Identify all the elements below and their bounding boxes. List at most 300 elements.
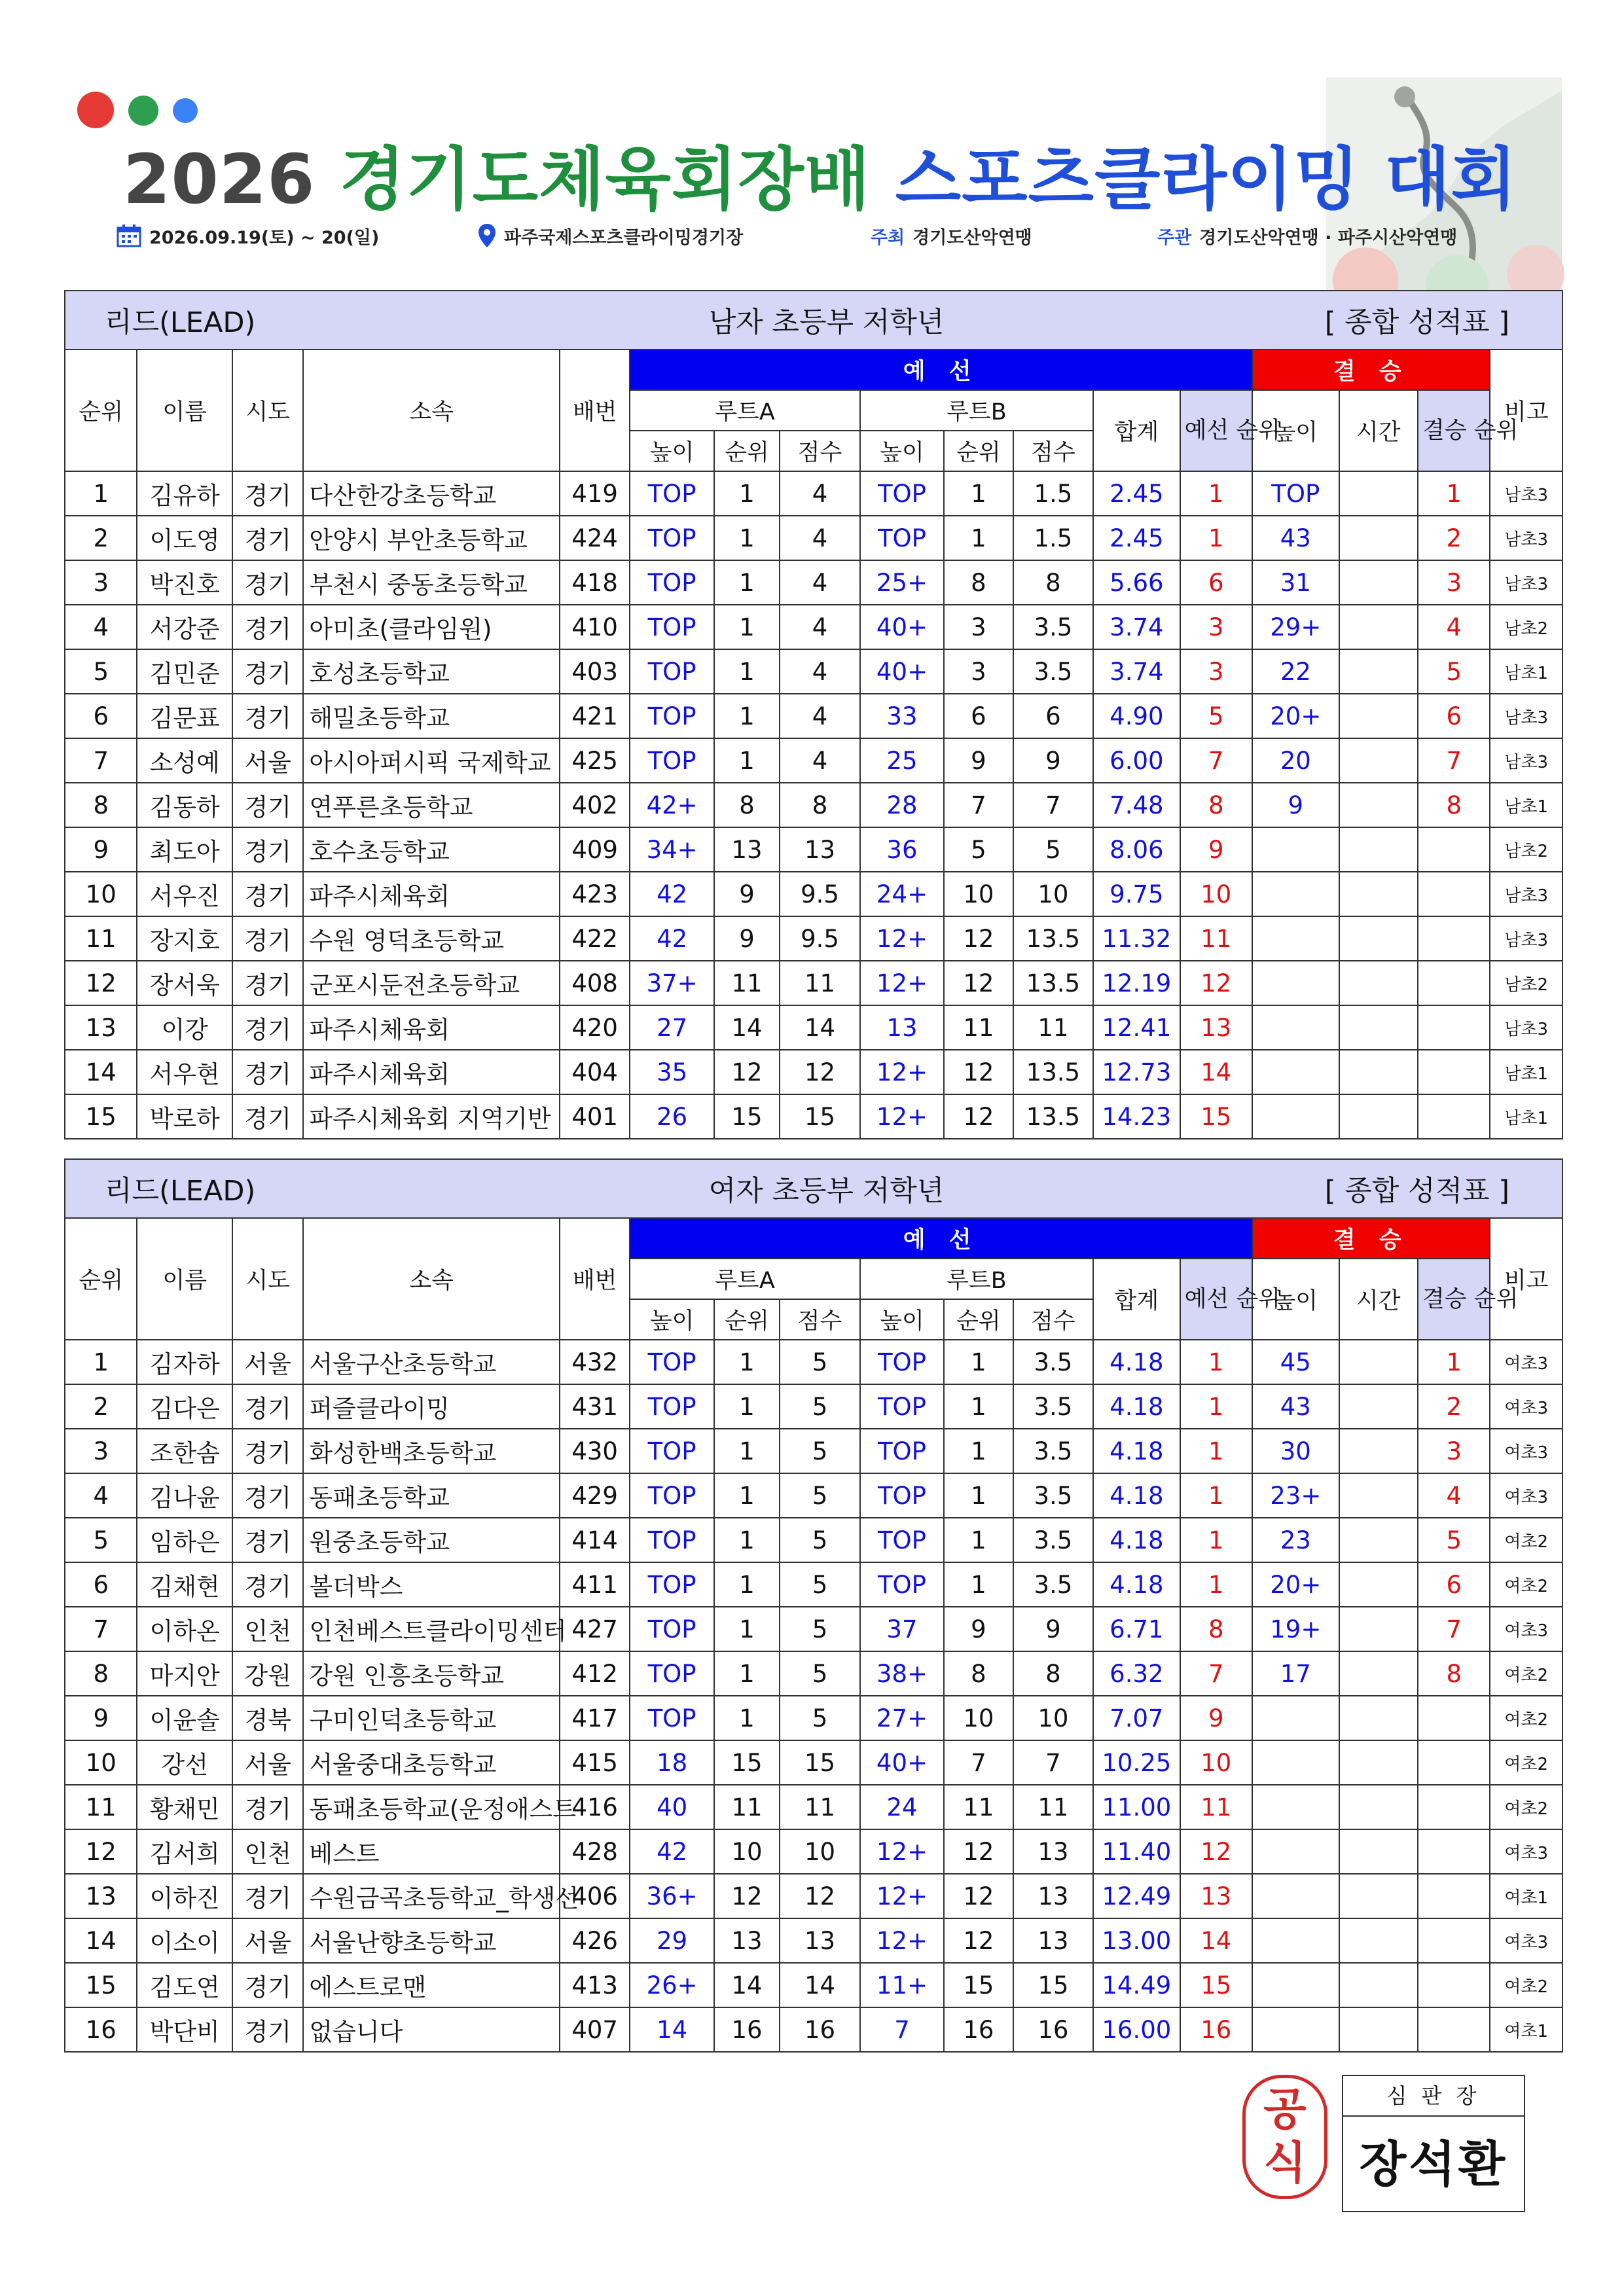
- title-year: 2026: [123, 139, 316, 219]
- document-type: [ 종합 성적표 ]: [1093, 291, 1562, 350]
- table-cell: 16: [714, 2007, 780, 2052]
- col-note: 비고: [1490, 1218, 1562, 1340]
- table-cell: 3.74: [1093, 649, 1180, 694]
- table-cell: 14: [714, 1963, 780, 2007]
- table-cell: 3.5: [1013, 1473, 1093, 1518]
- category-label: 리드(LEAD): [65, 291, 560, 350]
- col-name: 이름: [137, 350, 232, 471]
- table-cell: 9: [1013, 1607, 1093, 1651]
- table-cell: 2: [65, 1384, 137, 1429]
- table-cell: 15: [714, 1740, 780, 1785]
- table-cell: 1: [944, 1340, 1013, 1384]
- col-affiliation: 소속: [303, 350, 560, 471]
- date-text: 2026.09.19(토) ~ 20(일): [149, 227, 380, 248]
- table-cell: 9.5: [780, 872, 859, 916]
- table-cell: 15: [65, 1094, 137, 1139]
- table-cell: [1252, 1829, 1339, 1874]
- table-cell: 419: [560, 471, 630, 516]
- table-cell: [1252, 872, 1339, 916]
- table-cell: 5: [1418, 649, 1490, 694]
- table-cell: 5: [1180, 694, 1252, 738]
- table-cell: 남초1: [1490, 1094, 1562, 1139]
- table-cell: 서강준: [137, 605, 232, 649]
- official-seal: [1242, 2075, 1327, 2199]
- table-cell: 여초3: [1490, 1607, 1562, 1651]
- table-cell: 428: [560, 1829, 630, 1874]
- table-cell: 42+: [630, 783, 714, 827]
- table-cell: 42: [630, 872, 714, 916]
- route-b-header: 루트B: [860, 1259, 1093, 1299]
- table-cell: 14: [65, 1050, 137, 1094]
- table-cell: 13: [1013, 1829, 1093, 1874]
- table-cell: 10: [1013, 1696, 1093, 1740]
- table-cell: 13: [1013, 1918, 1093, 1963]
- table-cell: 13.5: [1013, 1050, 1093, 1094]
- table-cell: 1: [714, 1651, 780, 1696]
- table-cell: 22: [1252, 649, 1339, 694]
- header-row: [65, 350, 1562, 390]
- table-cell: 15: [714, 1094, 780, 1139]
- table-cell: 416: [560, 1785, 630, 1829]
- table-cell: 4: [780, 471, 859, 516]
- table-cell: 김민준: [137, 649, 232, 694]
- table-cell: TOP: [860, 1384, 945, 1429]
- table-cell: 남초3: [1490, 1005, 1562, 1050]
- table-cell: TOP: [1252, 471, 1339, 516]
- table-cell: 23+: [1252, 1473, 1339, 1518]
- table-cell: 이소이: [137, 1918, 232, 1963]
- table-cell: 13: [65, 1874, 137, 1918]
- table-row: [65, 1384, 1562, 1429]
- document-type: [ 종합 성적표 ]: [1093, 1159, 1562, 1218]
- table-cell: 여초3: [1490, 1384, 1562, 1429]
- table-cell: 이강: [137, 1005, 232, 1050]
- table-cell: 호수초등학교: [303, 827, 560, 872]
- table-cell: 402: [560, 783, 630, 827]
- sub-col-place: 순위: [944, 1299, 1013, 1340]
- table-cell: 남초2: [1490, 827, 1562, 872]
- table-cell: 13: [780, 1918, 859, 1963]
- event-date: [117, 221, 379, 250]
- prelim-header: 예 선: [630, 350, 1252, 390]
- table-cell: 12: [944, 1050, 1013, 1094]
- table-cell: 강원: [232, 1651, 303, 1696]
- table-cell: 여초1: [1490, 2007, 1562, 2052]
- table-cell: [1339, 1874, 1418, 1918]
- col-rank: 순위: [65, 1218, 137, 1340]
- table-cell: [1339, 961, 1418, 1005]
- table-cell: 1: [65, 471, 137, 516]
- table-cell: 경기: [232, 605, 303, 649]
- table-cell: 여초3: [1490, 1340, 1562, 1384]
- table-cell: 6: [1013, 694, 1093, 738]
- col-prelim-rank: 예선 순위: [1180, 1259, 1252, 1340]
- table-cell: 5: [780, 1340, 859, 1384]
- table-cell: [1418, 916, 1490, 961]
- table-cell: 1: [714, 694, 780, 738]
- table-cell: 1: [714, 1384, 780, 1429]
- table-cell: [1339, 1005, 1418, 1050]
- table-cell: 7: [65, 738, 137, 783]
- table-cell: 29+: [1252, 605, 1339, 649]
- table-cell: 수원금곡초등학교_학생선: [303, 1874, 560, 1918]
- table-cell: TOP: [860, 1518, 945, 1562]
- table-cell: 43: [1252, 516, 1339, 560]
- table-cell: 26+: [630, 1963, 714, 2007]
- table-cell: [1252, 1696, 1339, 1740]
- table-cell: 인천: [232, 1607, 303, 1651]
- table-cell: 25+: [860, 560, 945, 605]
- table-banner: [65, 1159, 1562, 1218]
- table-cell: 3.5: [1013, 1518, 1093, 1562]
- col-final-rank: 결승 순위: [1418, 390, 1490, 471]
- table-cell: 10: [1013, 872, 1093, 916]
- table-cell: 7.07: [1093, 1696, 1180, 1740]
- table-cell: [1339, 1473, 1418, 1518]
- table-cell: 1.5: [1013, 516, 1093, 560]
- table-cell: [1339, 1429, 1418, 1473]
- table-cell: 남초3: [1490, 738, 1562, 783]
- table-cell: 2.45: [1093, 471, 1180, 516]
- table-cell: 여초2: [1490, 1740, 1562, 1785]
- table-cell: 13: [714, 1918, 780, 1963]
- table-cell: TOP: [860, 471, 945, 516]
- table-cell: 1: [714, 738, 780, 783]
- table-cell: 남초1: [1490, 1050, 1562, 1094]
- sub-col-place: 순위: [714, 1299, 780, 1340]
- table-cell: 27: [630, 1005, 714, 1050]
- table-cell: 임하은: [137, 1518, 232, 1562]
- table-cell: 11: [780, 1785, 859, 1829]
- table-cell: [1252, 1785, 1339, 1829]
- table-cell: 431: [560, 1384, 630, 1429]
- table-cell: TOP: [630, 1607, 714, 1651]
- category-label: 리드(LEAD): [65, 1159, 560, 1218]
- table-cell: 9: [65, 1696, 137, 1740]
- table-cell: 24+: [860, 872, 945, 916]
- location-pin-icon: [478, 223, 496, 248]
- table-cell: 5: [780, 1384, 859, 1429]
- table-cell: 1: [1180, 471, 1252, 516]
- table-cell: 15: [944, 1963, 1013, 2007]
- table-cell: [1339, 1562, 1418, 1607]
- table-cell: 김자하: [137, 1340, 232, 1384]
- table-cell: 12: [1180, 1829, 1252, 1874]
- table-cell: 김동하: [137, 783, 232, 827]
- table-cell: 5: [780, 1429, 859, 1473]
- table-cell: 동패초등학교: [303, 1473, 560, 1518]
- event-venue: [478, 221, 743, 250]
- table-cell: 1: [714, 1429, 780, 1473]
- table-cell: 강원 인흥초등학교: [303, 1651, 560, 1696]
- table-cell: 9.75: [1093, 872, 1180, 916]
- event-organizer: [1157, 221, 1457, 250]
- table-cell: 서울중대초등학교: [303, 1740, 560, 1785]
- sub-col-height: 높이: [630, 431, 714, 471]
- table-cell: [1339, 471, 1418, 516]
- table-cell: 여초3: [1490, 1829, 1562, 1874]
- table-cell: 12+: [860, 1874, 945, 1918]
- table-cell: 경기: [232, 1473, 303, 1518]
- table-cell: 4: [65, 605, 137, 649]
- table-cell: 최도아: [137, 827, 232, 872]
- results-table-boys: [64, 290, 1563, 1139]
- table-cell: 1: [714, 1518, 780, 1562]
- table-cell: 12+: [860, 1918, 945, 1963]
- table-cell: 1: [1180, 1340, 1252, 1384]
- table-cell: 박로하: [137, 1094, 232, 1139]
- table-cell: 13.5: [1013, 961, 1093, 1005]
- table-cell: 4: [780, 649, 859, 694]
- table-cell: [1339, 1963, 1418, 2007]
- table-cell: 6: [1418, 694, 1490, 738]
- table-cell: 경기: [232, 1874, 303, 1918]
- table-cell: 여초2: [1490, 1651, 1562, 1696]
- table-cell: 429: [560, 1473, 630, 1518]
- table-cell: [1252, 1740, 1339, 1785]
- red-dot: [77, 92, 114, 128]
- table-cell: 1: [944, 1473, 1013, 1518]
- table-cell: 34+: [630, 827, 714, 872]
- table-cell: 10: [714, 1829, 780, 1874]
- calendar-icon: [117, 224, 141, 247]
- table-cell: [1339, 649, 1418, 694]
- table-cell: 경기: [232, 1384, 303, 1429]
- table-cell: 430: [560, 1429, 630, 1473]
- table-cell: 볼더박스: [303, 1562, 560, 1607]
- table-cell: 415: [560, 1740, 630, 1785]
- table-cell: 12: [780, 1050, 859, 1094]
- table-cell: 7: [944, 783, 1013, 827]
- table-cell: 9: [1180, 1696, 1252, 1740]
- table-cell: 7: [1180, 738, 1252, 783]
- table-cell: 19+: [1252, 1607, 1339, 1651]
- table-cell: 경기: [232, 1963, 303, 2007]
- table-cell: 황채민: [137, 1785, 232, 1829]
- table-cell: 경기: [232, 1005, 303, 1050]
- table-cell: 418: [560, 560, 630, 605]
- table-cell: 경기: [232, 1050, 303, 1094]
- table-cell: 1.5: [1013, 471, 1093, 516]
- table-row: [65, 872, 1562, 916]
- organizer-text: 경기도산악연맹 · 파주시산악연맹: [1199, 227, 1458, 248]
- table-cell: 파주시체육회 지역기반: [303, 1094, 560, 1139]
- table-cell: 4: [780, 738, 859, 783]
- table-cell: 14: [780, 1963, 859, 2007]
- sub-col-points: 점수: [780, 431, 859, 471]
- table-cell: 아시아퍼시픽 국제학교: [303, 738, 560, 783]
- table-cell: 경기: [232, 872, 303, 916]
- seal-text: 공식: [1263, 2084, 1307, 2189]
- table-cell: 10: [1180, 872, 1252, 916]
- table-cell: 경기: [232, 1429, 303, 1473]
- table-cell: 12.41: [1093, 1005, 1180, 1050]
- table-cell: [1252, 1050, 1339, 1094]
- table-cell: 40+: [860, 1740, 945, 1785]
- table-cell: 4.18: [1093, 1384, 1180, 1429]
- table-cell: 여초3: [1490, 1473, 1562, 1518]
- table-cell: 409: [560, 827, 630, 872]
- host-label: 주최: [871, 227, 905, 248]
- table-cell: 5: [944, 827, 1013, 872]
- table-row: [65, 1050, 1562, 1094]
- table-cell: 1: [944, 1384, 1013, 1429]
- table-cell: 베스트: [303, 1829, 560, 1874]
- table-cell: 11: [780, 961, 859, 1005]
- table-cell: TOP: [630, 1384, 714, 1429]
- table-cell: 5: [1013, 827, 1093, 872]
- table-cell: TOP: [860, 516, 945, 560]
- table-cell: TOP: [630, 694, 714, 738]
- table-cell: 3: [65, 1429, 137, 1473]
- table-cell: 16: [780, 2007, 859, 2052]
- table-cell: 13.5: [1013, 916, 1093, 961]
- table-cell: 파주시체육회: [303, 1005, 560, 1050]
- col-bib: 배번: [560, 350, 630, 471]
- table-cell: TOP: [630, 1518, 714, 1562]
- table-cell: 1: [1180, 1384, 1252, 1429]
- col-prelim-rank: 예선 순위: [1180, 390, 1252, 471]
- table-cell: [1418, 1740, 1490, 1785]
- table-cell: 1: [1418, 1340, 1490, 1384]
- table-row: [65, 1562, 1562, 1607]
- table-cell: 3: [1418, 1429, 1490, 1473]
- table-cell: [1252, 827, 1339, 872]
- table-cell: 427: [560, 1607, 630, 1651]
- table-cell: [1252, 2007, 1339, 2052]
- table-cell: 1: [944, 516, 1013, 560]
- table-cell: 이하진: [137, 1874, 232, 1918]
- table-cell: 12+: [860, 1094, 945, 1139]
- division-title: 남자 초등부 저학년: [560, 291, 1093, 350]
- col-final-rank: 결승 순위: [1418, 1259, 1490, 1340]
- table-cell: 조한솜: [137, 1429, 232, 1473]
- table-cell: 김도연: [137, 1963, 232, 2007]
- table-cell: 아미초(클라임원): [303, 605, 560, 649]
- final-header: 결 승: [1252, 1218, 1490, 1259]
- table-cell: 1: [1418, 471, 1490, 516]
- table-cell: 10: [65, 1740, 137, 1785]
- table-cell: 18: [630, 1740, 714, 1785]
- table-cell: 11: [1013, 1005, 1093, 1050]
- table-cell: 11+: [860, 1963, 945, 2007]
- title-green: 경기도체육회장배: [339, 139, 871, 219]
- table-cell: TOP: [860, 1562, 945, 1607]
- table-cell: [1339, 1696, 1418, 1740]
- table-cell: 인천베스트클라이밍센터: [303, 1607, 560, 1651]
- table-cell: 3.74: [1093, 605, 1180, 649]
- table-cell: 6.00: [1093, 738, 1180, 783]
- table-cell: 수원 영덕초등학교: [303, 916, 560, 961]
- table-cell: TOP: [630, 1651, 714, 1696]
- table-cell: 4.90: [1093, 694, 1180, 738]
- table-row: [65, 471, 1562, 516]
- table-cell: 소성예: [137, 738, 232, 783]
- table-cell: 서울난향초등학교: [303, 1918, 560, 1963]
- table-cell: 남초3: [1490, 471, 1562, 516]
- table-cell: 422: [560, 916, 630, 961]
- table-cell: 38+: [860, 1651, 945, 1696]
- table-cell: 12.49: [1093, 1874, 1180, 1918]
- table-cell: 7: [1418, 738, 1490, 783]
- table-cell: 4: [65, 1473, 137, 1518]
- table-row: [65, 1740, 1562, 1785]
- table-cell: 10.25: [1093, 1740, 1180, 1785]
- table-cell: 12+: [860, 1829, 945, 1874]
- col-bib: 배번: [560, 1218, 630, 1340]
- table-cell: 이윤솔: [137, 1696, 232, 1740]
- col-note: 비고: [1490, 350, 1562, 471]
- sub-col-place: 순위: [944, 431, 1013, 471]
- table-cell: 13: [714, 827, 780, 872]
- table-cell: 8: [1418, 1651, 1490, 1696]
- table-cell: 3.5: [1013, 1340, 1093, 1384]
- table-cell: 해밀초등학교: [303, 694, 560, 738]
- table-cell: [1418, 2007, 1490, 2052]
- table-cell: 14.49: [1093, 1963, 1180, 2007]
- route-a-header: 루트A: [630, 1259, 859, 1299]
- table-cell: 김채현: [137, 1562, 232, 1607]
- table-cell: 12: [944, 1874, 1013, 1918]
- table-cell: 5: [1418, 1518, 1490, 1562]
- table-cell: 12: [944, 916, 1013, 961]
- table-cell: 3.5: [1013, 1429, 1093, 1473]
- table-cell: [1339, 1740, 1418, 1785]
- table-cell: 33: [860, 694, 945, 738]
- table-cell: [1252, 916, 1339, 961]
- table-cell: 12: [1180, 961, 1252, 1005]
- table-cell: [1339, 1829, 1418, 1874]
- table-cell: [1339, 872, 1418, 916]
- table-row: [65, 1874, 1562, 1918]
- table-cell: TOP: [630, 516, 714, 560]
- table-cell: 14.23: [1093, 1094, 1180, 1139]
- table-cell: 1: [714, 1696, 780, 1740]
- table-cell: 3: [1180, 649, 1252, 694]
- col-final-time: 시간: [1339, 1259, 1418, 1340]
- table-cell: 35: [630, 1050, 714, 1094]
- table-cell: TOP: [630, 1696, 714, 1740]
- table-cell: [1418, 1094, 1490, 1139]
- table-cell: [1252, 1963, 1339, 2007]
- table-cell: TOP: [630, 1429, 714, 1473]
- table-cell: 9: [65, 827, 137, 872]
- table-cell: 6: [1418, 1562, 1490, 1607]
- table-row: [65, 1918, 1562, 1963]
- table-cell: 5.66: [1093, 560, 1180, 605]
- table-cell: 4.18: [1093, 1340, 1180, 1384]
- table-cell: 16: [1013, 2007, 1093, 2052]
- table-row: [65, 1473, 1562, 1518]
- table-cell: 남초3: [1490, 560, 1562, 605]
- table-cell: 없습니다: [303, 2007, 560, 2052]
- table-cell: 36: [860, 827, 945, 872]
- table-cell: 11: [65, 1785, 137, 1829]
- table-cell: 5: [780, 1518, 859, 1562]
- col-total: 합계: [1093, 390, 1180, 471]
- judge-name: 장석환: [1359, 2136, 1508, 2193]
- table-cell: 5: [780, 1562, 859, 1607]
- table-cell: 13: [1013, 1874, 1093, 1918]
- table-cell: 8.06: [1093, 827, 1180, 872]
- table-cell: 24: [860, 1785, 945, 1829]
- table-cell: 인천: [232, 1829, 303, 1874]
- table-cell: [1339, 1094, 1418, 1139]
- table-cell: 12+: [860, 961, 945, 1005]
- table-cell: 29: [630, 1918, 714, 1963]
- table-cell: 경기: [232, 916, 303, 961]
- table-cell: 12: [65, 961, 137, 1005]
